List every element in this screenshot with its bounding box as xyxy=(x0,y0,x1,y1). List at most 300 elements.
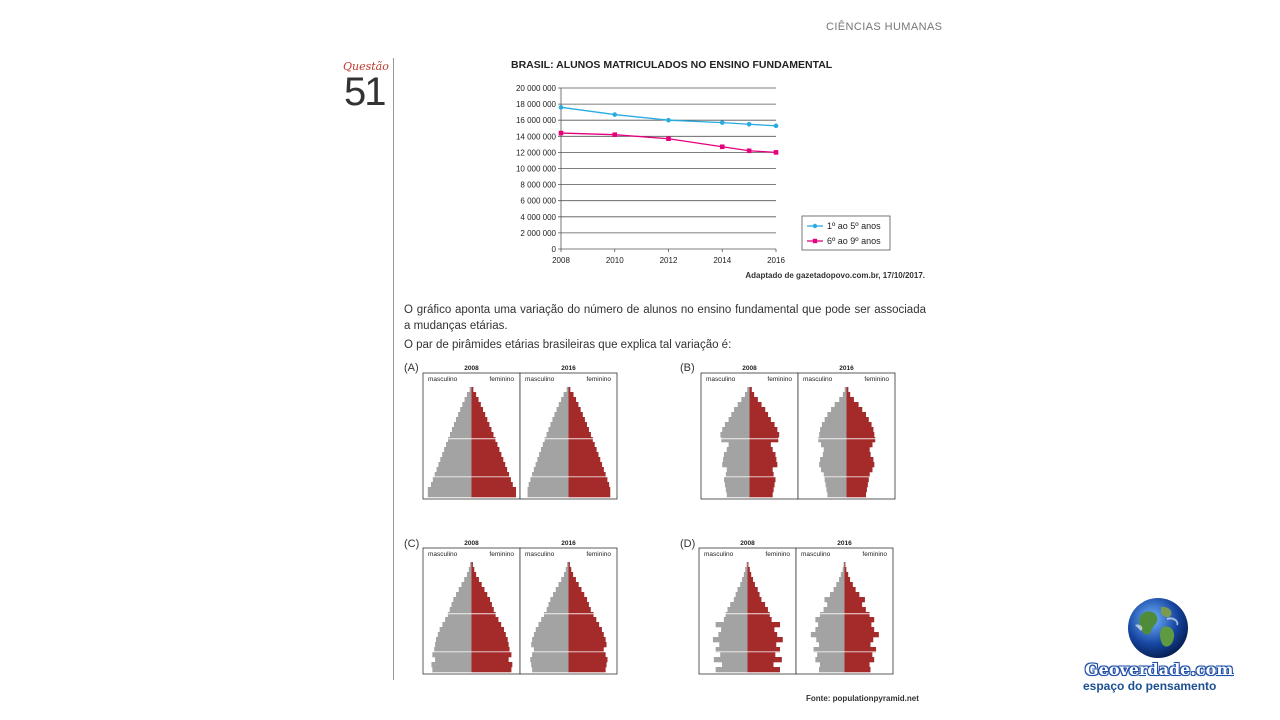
male-bar xyxy=(727,447,750,452)
legend-marker xyxy=(813,224,817,228)
male-bar xyxy=(727,467,750,472)
female-bar xyxy=(847,407,863,412)
female-bar xyxy=(750,477,776,482)
female-bar xyxy=(845,657,875,662)
male-bar xyxy=(843,567,845,572)
female-bar xyxy=(569,387,571,392)
male-bar xyxy=(716,667,748,672)
female-bar xyxy=(748,622,780,627)
male-bar xyxy=(827,492,846,497)
female-bar xyxy=(569,657,608,662)
female-bar xyxy=(845,622,872,627)
male-bar xyxy=(815,617,844,622)
female-bar xyxy=(847,492,866,497)
female-bar xyxy=(472,662,513,667)
female-bar xyxy=(472,442,498,447)
pyramid-2008 xyxy=(423,540,520,674)
male-bar xyxy=(536,627,569,632)
female-bar xyxy=(750,402,762,407)
female-bar xyxy=(748,632,778,637)
male-label: masculino xyxy=(803,376,833,383)
male-bar xyxy=(454,422,472,427)
male-bar xyxy=(438,632,472,637)
male-bar xyxy=(465,397,472,402)
section-header: CIÊNCIAS HUMANAS xyxy=(826,21,943,33)
female-bar xyxy=(472,642,509,647)
margin-divider xyxy=(393,58,394,680)
pyramid-2008 xyxy=(423,365,520,499)
female-bar xyxy=(569,427,589,432)
female-bar xyxy=(569,582,579,587)
male-bar xyxy=(446,442,471,447)
y-tick-label: 8 000 000 xyxy=(520,180,556,190)
male-bar xyxy=(432,652,471,657)
female-bar xyxy=(472,587,485,592)
male-bar xyxy=(815,657,844,662)
female-bar xyxy=(748,652,776,657)
male-bar xyxy=(817,652,844,657)
female-bar xyxy=(750,442,771,447)
legend-label: 6º ao 9º anos xyxy=(827,236,881,246)
data-point xyxy=(666,136,671,141)
female-bar xyxy=(847,467,873,472)
data-point xyxy=(747,122,752,127)
female-bar xyxy=(569,562,570,567)
female-bar xyxy=(748,627,775,632)
data-point xyxy=(720,120,725,125)
male-label: masculino xyxy=(428,376,458,383)
pyramid-year-label: 2016 xyxy=(561,540,576,547)
female-bar xyxy=(748,582,755,587)
female-bar xyxy=(845,607,866,612)
male-bar xyxy=(820,662,845,667)
y-tick-label: 16 000 000 xyxy=(515,116,556,126)
female-bar xyxy=(569,457,601,462)
male-label: masculino xyxy=(801,551,831,558)
female-bar xyxy=(569,467,604,472)
male-bar xyxy=(541,447,569,452)
male-bar xyxy=(442,452,471,457)
male-bar xyxy=(747,562,748,567)
female-bar xyxy=(569,392,574,397)
female-bar xyxy=(472,482,513,487)
male-bar xyxy=(550,422,568,427)
male-bar xyxy=(729,442,750,447)
male-bar xyxy=(550,597,568,602)
male-bar xyxy=(432,667,471,672)
data-point xyxy=(774,124,779,129)
male-bar xyxy=(534,632,569,637)
female-bar xyxy=(847,462,875,467)
female-bar xyxy=(569,577,576,582)
female-bar xyxy=(847,482,868,487)
female-bar xyxy=(750,457,777,462)
male-bar xyxy=(734,597,748,602)
female-bar xyxy=(569,622,600,627)
male-bar xyxy=(720,652,747,657)
female-bar xyxy=(472,567,475,572)
male-bar xyxy=(723,457,749,462)
male-bar xyxy=(536,462,569,467)
male-bar xyxy=(820,427,846,432)
male-bar xyxy=(554,412,568,417)
male-bar xyxy=(545,437,569,442)
female-bar xyxy=(569,482,610,487)
option-a-pyramids[interactable] xyxy=(420,362,620,502)
option-c-letter: (C) xyxy=(404,538,420,550)
female-bar xyxy=(750,452,776,457)
female-bar xyxy=(472,437,496,442)
female-bar xyxy=(750,482,775,487)
male-bar xyxy=(839,577,844,582)
male-bar xyxy=(827,602,844,607)
male-bar xyxy=(448,612,472,617)
female-bar xyxy=(569,412,583,417)
male-bar xyxy=(529,482,569,487)
male-bar xyxy=(843,392,847,397)
female-label: feminino xyxy=(864,376,889,383)
option-d-pyramids[interactable] xyxy=(696,537,896,677)
option-b-pyramids[interactable] xyxy=(698,362,898,502)
male-bar xyxy=(821,442,846,447)
female-bar xyxy=(750,437,779,442)
pyramid-year-label: 2008 xyxy=(464,540,479,547)
male-bar xyxy=(561,397,568,402)
male-bar xyxy=(451,602,471,607)
male-bar xyxy=(548,427,568,432)
female-bar xyxy=(748,667,780,672)
female-bar xyxy=(847,457,874,462)
male-bar xyxy=(819,462,846,467)
pyramid-2016 xyxy=(520,540,617,674)
data-point xyxy=(559,131,564,136)
male-bar xyxy=(470,562,471,567)
female-bar xyxy=(472,467,508,472)
female-bar xyxy=(472,622,502,627)
female-bar xyxy=(472,407,484,412)
female-bar xyxy=(750,407,766,412)
male-bar xyxy=(720,432,749,437)
female-bar xyxy=(845,582,853,587)
x-tick-label: 2012 xyxy=(659,256,678,265)
male-bar xyxy=(541,617,568,622)
female-bar xyxy=(472,387,474,392)
female-bar xyxy=(472,657,509,662)
male-bar xyxy=(553,592,568,597)
female-bar xyxy=(750,432,780,437)
female-bar xyxy=(748,572,752,577)
female-bar xyxy=(750,387,752,392)
male-bar xyxy=(459,587,472,592)
female-bar xyxy=(472,432,494,437)
male-bar xyxy=(440,627,472,632)
male-bar xyxy=(845,387,847,392)
male-bar xyxy=(719,642,747,647)
logo-name: Geoverdade.com xyxy=(1085,660,1234,679)
male-bar xyxy=(721,437,749,442)
female-bar xyxy=(569,642,607,647)
male-bar xyxy=(818,622,844,627)
male-bar xyxy=(444,447,471,452)
female-bar xyxy=(847,417,869,422)
male-bar xyxy=(564,392,569,397)
female-bar xyxy=(569,612,594,617)
male-label: masculino xyxy=(525,376,555,383)
female-bar xyxy=(569,632,604,637)
data-point xyxy=(720,144,725,149)
male-bar xyxy=(722,662,747,667)
male-bar xyxy=(722,462,749,467)
male-bar xyxy=(736,592,748,597)
male-bar xyxy=(452,427,472,432)
female-bar xyxy=(472,572,477,577)
male-bar xyxy=(528,487,569,492)
male-bar xyxy=(730,602,747,607)
male-bar xyxy=(537,457,568,462)
female-bar xyxy=(472,602,492,607)
female-bar xyxy=(472,477,511,482)
female-bar xyxy=(748,607,768,612)
question-number: 51 xyxy=(344,70,385,114)
male-bar xyxy=(822,422,847,427)
male-bar xyxy=(825,477,847,482)
male-bar xyxy=(731,412,749,417)
female-label: feminino xyxy=(586,376,611,383)
female-bar xyxy=(845,612,870,617)
option-b-letter: (B) xyxy=(680,362,695,374)
male-bar xyxy=(460,407,471,412)
female-bar xyxy=(569,432,591,437)
male-bar xyxy=(564,572,569,577)
logo-tagline: espaço do pensamento xyxy=(1083,679,1217,693)
female-bar xyxy=(472,592,488,597)
female-bar xyxy=(472,452,502,457)
female-bar xyxy=(569,407,581,412)
male-bar xyxy=(433,477,472,482)
female-bar xyxy=(847,427,874,432)
y-tick-label: 14 000 000 xyxy=(515,132,556,142)
female-bar xyxy=(472,667,512,672)
female-bar xyxy=(472,412,486,417)
y-tick-label: 2 000 000 xyxy=(520,228,556,238)
female-bar xyxy=(748,642,777,647)
female-bar xyxy=(569,667,606,672)
male-bar xyxy=(431,482,471,487)
male-bar xyxy=(841,572,845,577)
male-bar xyxy=(844,562,845,567)
female-bar xyxy=(847,412,866,417)
male-bar xyxy=(818,437,846,442)
male-label: masculino xyxy=(428,551,458,558)
male-bar xyxy=(567,387,569,392)
y-tick-label: 6 000 000 xyxy=(520,196,556,206)
y-tick-label: 12 000 000 xyxy=(515,148,556,158)
male-bar xyxy=(724,477,749,482)
female-bar xyxy=(847,477,869,482)
female-bar xyxy=(569,572,574,577)
female-bar xyxy=(748,567,750,572)
female-bar xyxy=(569,402,579,407)
chart-source: Adaptado de gazetadopovo.com.br, 17/10/2017. xyxy=(745,271,925,280)
female-bar xyxy=(845,602,863,607)
male-bar xyxy=(448,437,472,442)
female-bar xyxy=(748,612,770,617)
female-bar xyxy=(569,442,595,447)
female-bar xyxy=(750,397,758,402)
female-bar xyxy=(472,627,504,632)
male-bar xyxy=(450,607,472,612)
question-paragraph-2: O par de pirâmides etárias brasileiras que explica tal variação é: xyxy=(404,339,732,351)
male-bar xyxy=(532,667,568,672)
male-bar xyxy=(830,592,845,597)
female-bar xyxy=(569,417,585,422)
female-bar xyxy=(845,567,847,572)
male-bar xyxy=(821,467,846,472)
male-bar xyxy=(727,492,750,497)
female-bar xyxy=(569,437,593,442)
male-bar xyxy=(428,492,472,497)
female-bar xyxy=(472,612,496,617)
pyramid-year-label: 2008 xyxy=(464,365,479,372)
pyramid-2008 xyxy=(699,540,796,674)
male-bar xyxy=(811,632,845,637)
data-point xyxy=(747,148,752,153)
female-bar xyxy=(847,402,859,407)
legend-label: 1º ao 5º anos xyxy=(827,221,881,231)
y-tick-label: 4 000 000 xyxy=(520,212,556,222)
female-bar xyxy=(845,667,871,672)
male-bar xyxy=(467,392,472,397)
female-bar xyxy=(569,652,606,657)
female-bar xyxy=(847,387,849,392)
male-bar xyxy=(530,657,568,662)
male-bar xyxy=(738,402,750,407)
male-bar xyxy=(820,457,846,462)
male-label: masculino xyxy=(706,376,736,383)
female-bar xyxy=(569,567,572,572)
pyramid-year-label: 2016 xyxy=(839,365,854,372)
male-bar xyxy=(431,662,471,667)
female-bar xyxy=(569,492,611,497)
male-bar xyxy=(456,592,471,597)
female-bar xyxy=(845,642,871,647)
male-bar xyxy=(557,407,569,412)
x-tick-label: 2008 xyxy=(552,256,570,265)
female-bar xyxy=(569,452,599,457)
male-bar xyxy=(469,567,472,572)
male-bar xyxy=(558,582,568,587)
male-bar xyxy=(567,562,568,567)
female-bar xyxy=(750,422,775,427)
female-bar xyxy=(847,432,875,437)
question-paragraph-1: O gráfico aponta uma variação do número de alunos no ensino fundamental que pode ser associada a mudanças etárias. xyxy=(404,304,926,332)
female-bar xyxy=(472,637,508,642)
female-label: feminino xyxy=(862,551,887,558)
male-bar xyxy=(440,457,471,462)
male-bar xyxy=(836,582,844,587)
female-bar xyxy=(472,492,517,497)
chart-title: BRASIL: ALUNOS MATRICULADOS NO ENSINO FUNDAMENTAL xyxy=(511,59,833,71)
male-bar xyxy=(826,482,847,487)
female-label: feminino xyxy=(489,551,514,558)
male-bar xyxy=(531,662,568,667)
y-tick-label: 10 000 000 xyxy=(515,164,556,174)
female-bar xyxy=(748,602,766,607)
female-bar xyxy=(569,627,602,632)
male-bar xyxy=(438,462,471,467)
female-bar xyxy=(472,632,506,637)
question-label: Questão xyxy=(343,60,389,73)
female-bar xyxy=(569,447,597,452)
male-bar xyxy=(740,582,747,587)
male-bar xyxy=(544,612,569,617)
female-bar xyxy=(750,447,773,452)
male-bar xyxy=(820,612,845,617)
female-bar xyxy=(750,392,755,397)
pyramid-year-label: 2008 xyxy=(740,540,755,547)
female-bar xyxy=(845,637,874,642)
female-bar xyxy=(748,592,760,597)
female-label: feminino xyxy=(586,551,611,558)
male-bar xyxy=(456,417,472,422)
male-bar xyxy=(722,427,749,432)
male-bar xyxy=(435,657,471,662)
female-bar xyxy=(569,637,606,642)
male-bar xyxy=(458,412,471,417)
male-bar xyxy=(547,607,569,612)
female-bar xyxy=(748,662,774,667)
female-bar xyxy=(845,577,851,582)
male-bar xyxy=(819,642,844,647)
male-bar xyxy=(532,637,568,642)
pyramid-2008 xyxy=(701,365,798,499)
female-bar xyxy=(569,597,588,602)
female-label: feminino xyxy=(489,376,514,383)
female-bar xyxy=(750,412,769,417)
male-bar xyxy=(445,617,471,622)
male-bar xyxy=(442,622,471,627)
female-bar xyxy=(472,462,506,467)
female-bar xyxy=(569,592,585,597)
male-bar xyxy=(721,627,747,632)
male-bar xyxy=(530,477,568,482)
male-bar xyxy=(819,667,844,672)
female-bar xyxy=(748,617,772,622)
globe-icon xyxy=(1127,597,1189,659)
male-bar xyxy=(538,622,568,627)
female-bar xyxy=(472,652,512,657)
male-bar xyxy=(819,432,846,437)
pyramid-2016 xyxy=(796,540,893,674)
male-bar xyxy=(745,392,750,397)
male-bar xyxy=(436,637,471,642)
female-bar xyxy=(845,592,860,597)
pyramid-source: Fonte: populationpyramid.net xyxy=(806,694,919,703)
female-bar xyxy=(569,617,597,622)
female-bar xyxy=(472,562,473,567)
female-bar xyxy=(847,447,870,452)
pyramid-2016 xyxy=(798,365,895,499)
male-bar xyxy=(727,607,747,612)
option-c-pyramids[interactable] xyxy=(420,537,620,677)
female-bar xyxy=(569,602,589,607)
female-bar xyxy=(472,417,488,422)
male-bar xyxy=(453,597,471,602)
male-bar xyxy=(559,402,569,407)
female-bar xyxy=(847,487,867,492)
female-bar xyxy=(748,562,749,567)
female-bar xyxy=(472,577,479,582)
